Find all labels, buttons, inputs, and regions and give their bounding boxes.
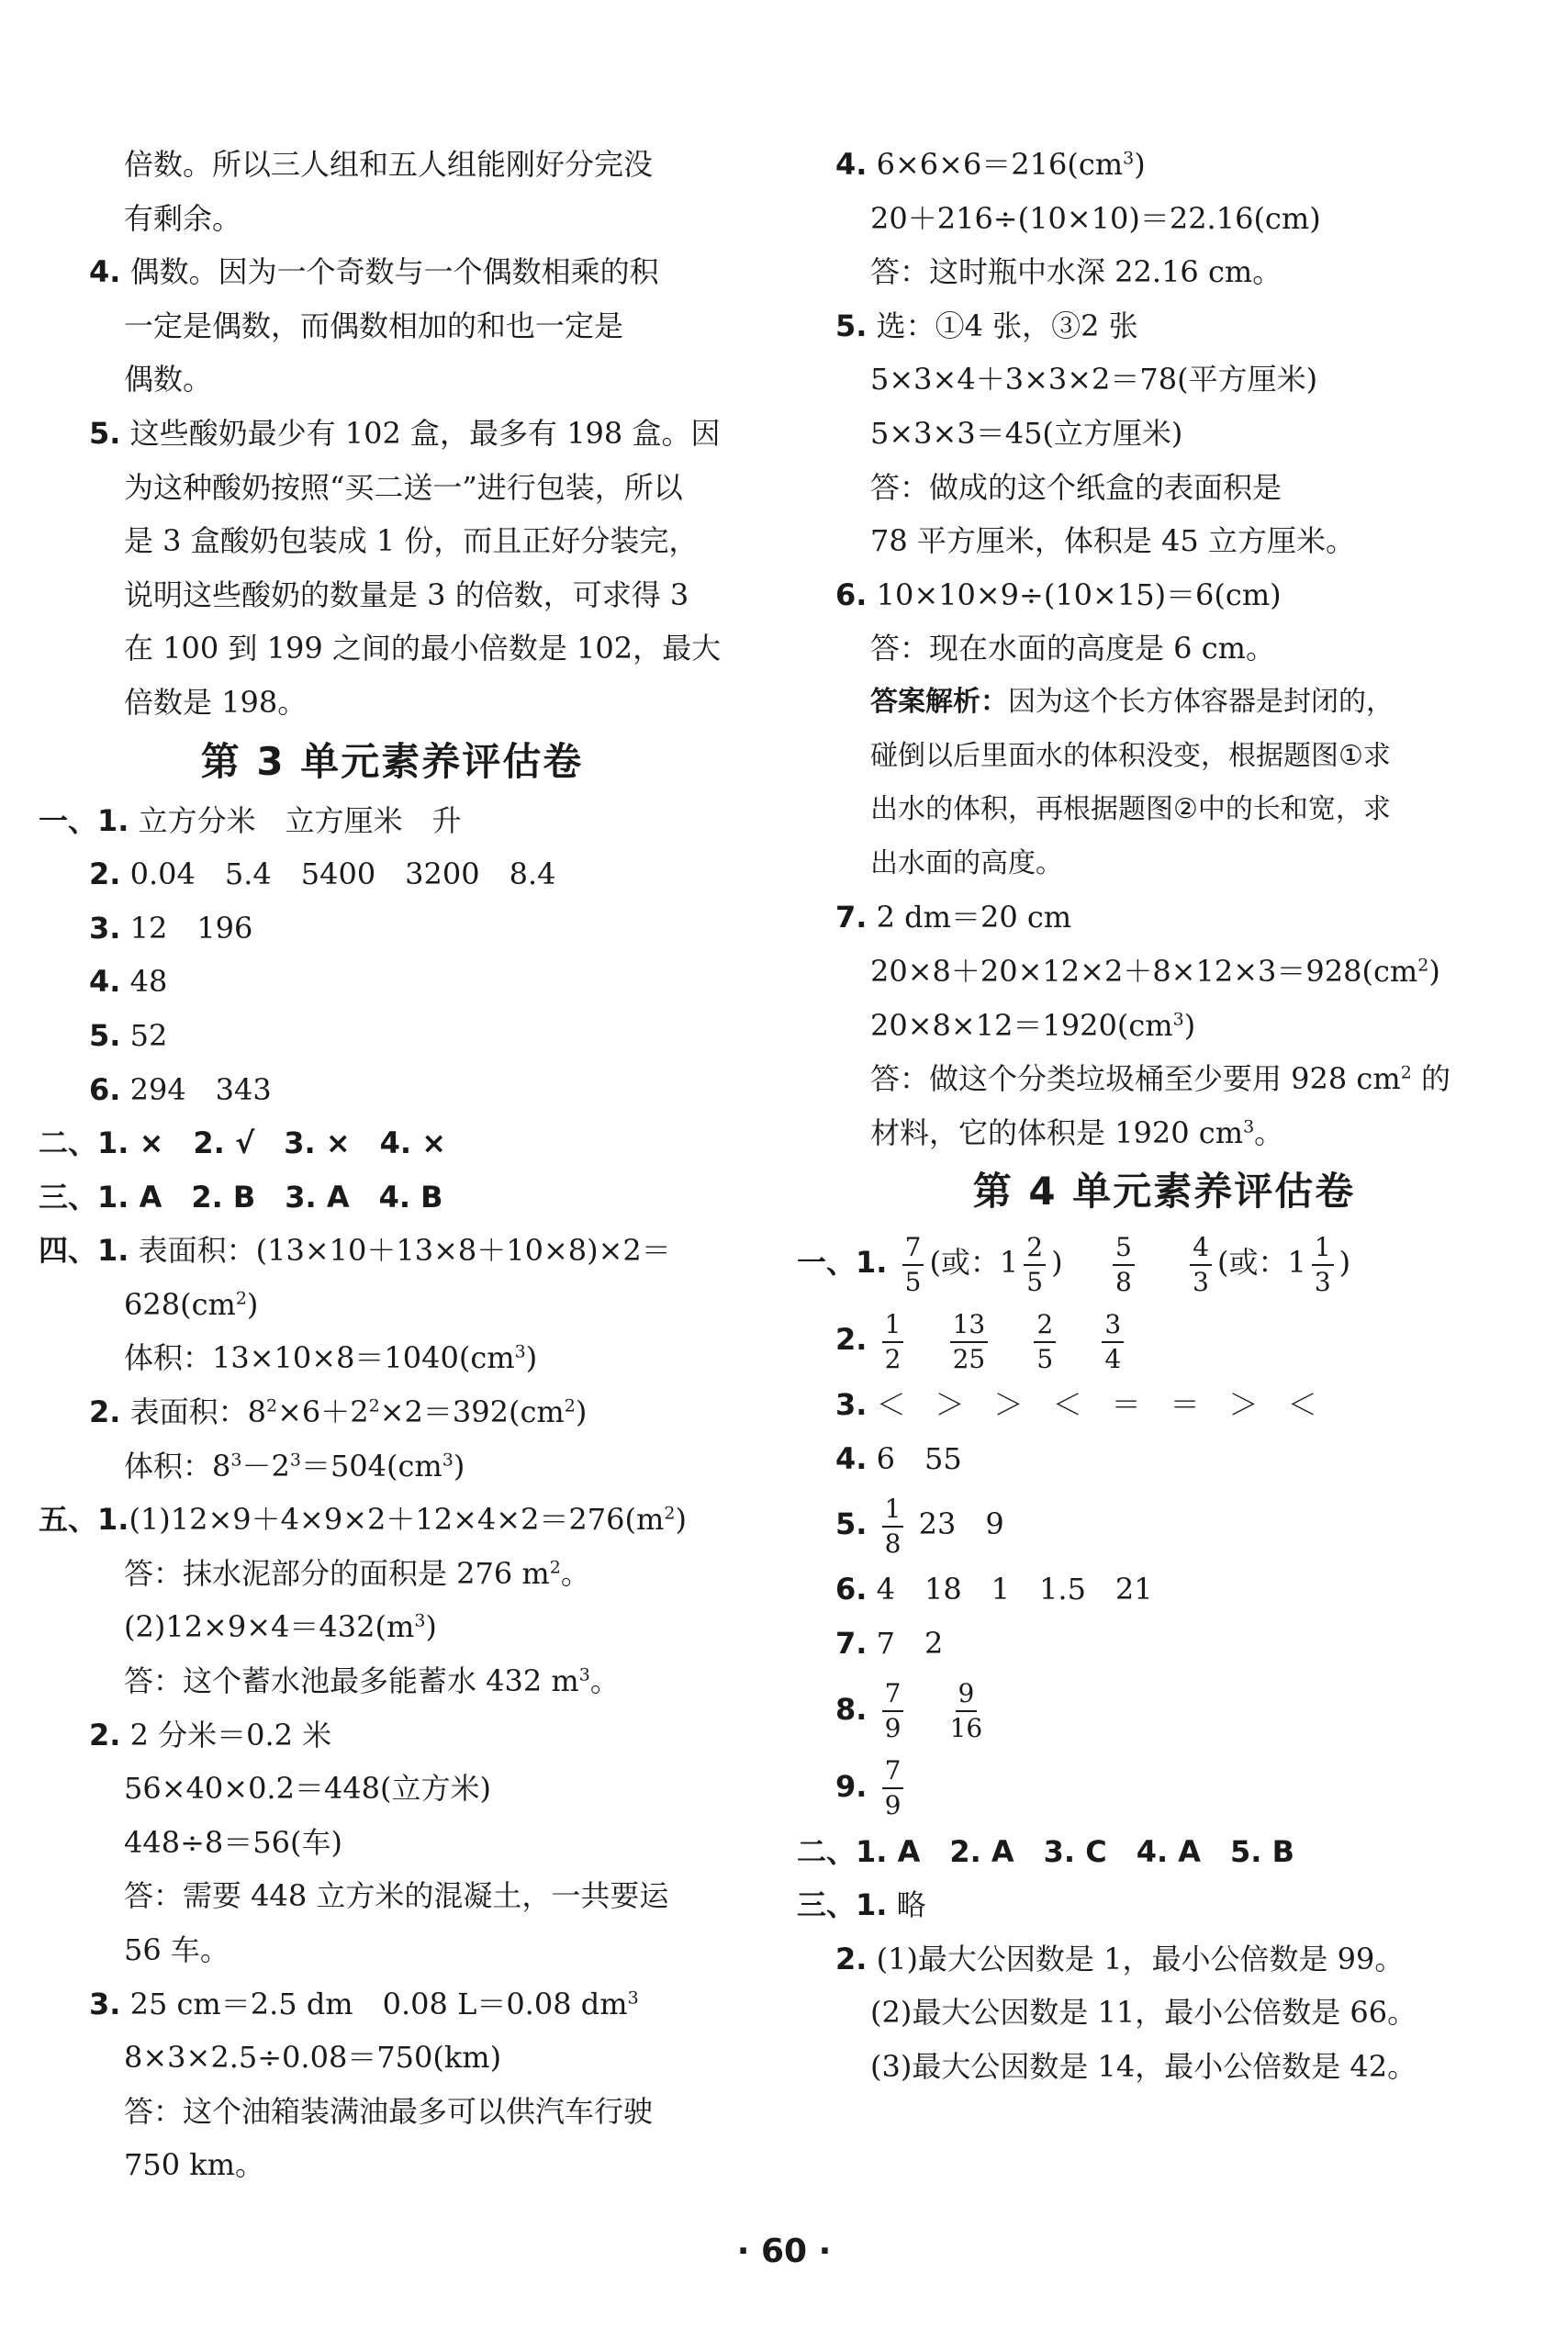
section-3-line: 2. (1)最大公因数是 1，最小公倍数是 99。 — [835, 1941, 1405, 1976]
right-line: 5×3×3＝45(立方厘米) — [870, 415, 1183, 451]
fraction-answer-9: 9. $\frac{7}{9}$ — [797, 1748, 1531, 1825]
section-5-line: 答：这个蓄水池最多能蓄水 432 $m^3$。 — [124, 1663, 620, 1699]
unit-4-title: 第 4 单元素养评估卷 — [972, 1169, 1356, 1215]
fraction-answer-8: 8. $\frac{7}{9}$ $\frac{9}{16}$ — [835, 1678, 983, 1744]
section-5-line: 750 km。 — [124, 2147, 264, 2183]
section-1-item: 2. 0.04 5.4 5400 3200 8.4 — [89, 857, 556, 892]
text-line: 偶数。 — [124, 362, 213, 397]
question-5: 5. 这些酸奶最少有 102 盒，最多有 198 盒。因 — [89, 415, 721, 451]
answer-line: 4. 6 55 — [835, 1440, 962, 1476]
section-3-line: 三、1. 略 — [797, 1887, 926, 1923]
page-number: · 60 · — [736, 2233, 832, 2270]
right-line: 5. 选：①4 张，③2 张 — [835, 308, 1138, 343]
section-2-answers: 二、1. × 2. √ 3. × 4. × — [39, 1125, 447, 1161]
right-line: 答：做成的这个纸盒的表面积是 — [870, 469, 1282, 505]
right-line: 4. $6\times 6\times 6=216(cm^3)$ — [835, 147, 1146, 182]
fraction: $\frac{2}{5}$ — [1034, 1308, 1056, 1376]
unit-3-title: 第 3 单元素养评估卷 — [200, 738, 584, 784]
fraction-answer-2: 2. $\frac{1}{2}$ $\frac{13}{25}$ $\frac{2}{5}$ $\frac{3}{4}$ — [797, 1301, 1531, 1378]
text-line: 倍数是 198。 — [124, 684, 308, 720]
right-line: 答：现在水面的高度是 6 cm。 — [870, 631, 1275, 666]
right-line: 7. 2 dm＝20 cm — [835, 900, 1072, 935]
fraction: $\frac{4}{3}$ — [1190, 1231, 1212, 1299]
text-line: 是 3 盒酸奶包装成 1 份，而且正好分装完， — [124, 523, 699, 559]
section-5-line: 448÷8＝56(车) — [124, 1824, 342, 1860]
section-5-line: 2. 2 分米＝0.2 米 — [89, 1717, 332, 1752]
text-line: 体积：$8^3-2^3=504(cm^3)$ — [124, 1448, 465, 1483]
answer-analysis-label: 答案解析： — [870, 685, 1008, 718]
fraction: $\frac{1}{8}$ — [882, 1493, 904, 1561]
section-1-item: 6. 294 343 — [89, 1071, 272, 1107]
fraction: $\frac{1}{2}$ — [882, 1308, 904, 1376]
fraction: $\frac{1}{3}$ — [1312, 1231, 1334, 1299]
fraction: $\frac{2}{5}$ — [1024, 1231, 1046, 1299]
answer-analysis: 出水的体积，再根据题图②中的长和宽，求 — [870, 793, 1391, 826]
right-line: 6. 10×10×9÷(10×15)＝6(cm) — [835, 577, 1282, 612]
section-1-item: 一、1. 立方分米 立方厘米 升 — [39, 802, 462, 838]
section-5-line: 3. 25 cm＝2.5 dm 0.08 L＝0.08 $dm^3$ — [89, 1986, 639, 2021]
answer-analysis: 出水面的高度。 — [870, 846, 1063, 879]
text-line: $628(cm^2)$ — [124, 1286, 259, 1322]
section-5-line: 五、$1.(1)12\times 9+4\times 9\times 2+12\times 4\times 2=276(m^2)$ — [39, 1502, 687, 1538]
right-line: 材料，它的体积是 1920 $cm^3$。 — [870, 1114, 1284, 1150]
section-2-answers: 二、1. A 2. A 3. C 4. A 5. B — [797, 1833, 1294, 1869]
right-line: 答：做这个分类垃圾桶至少要用 928 $cm^2$ 的 — [870, 1061, 1450, 1097]
section-1-item: 4. 48 — [89, 964, 168, 1000]
right-line: 答：这时瓶中水深 22.16 cm。 — [870, 254, 1282, 290]
section-5-line: 56×40×0.2＝448(立方米) — [124, 1771, 492, 1807]
fraction: $\frac{5}{8}$ — [1113, 1231, 1135, 1299]
text-line: 体积：$13\times 10\times 8=1040(cm^3)$ — [124, 1340, 538, 1376]
fraction: $\frac{7}{9}$ — [882, 1677, 904, 1745]
right-line: $20\times 8\times 12=1920(cm^3)$ — [870, 1007, 1196, 1043]
text-line: 一定是偶数，而偶数相加的和也一定是 — [124, 308, 624, 343]
section-5-line: 8×3×2.5÷0.08＝750(km) — [124, 2040, 502, 2076]
fraction: $\frac{9}{16}$ — [949, 1678, 983, 1744]
fraction: $\frac{3}{4}$ — [1102, 1308, 1124, 1376]
section-4-q2: 2. 表面积：$8^2\times 6+2^2\times 2=392(cm^2)$ — [89, 1394, 588, 1430]
section-3-line: (3)最大公因数是 14，最小公倍数是 42。 — [870, 2049, 1417, 2085]
section-5-line: $(2)12\times 9\times 4=432(m^3)$ — [124, 1609, 437, 1645]
answer-line: 6. 4 18 1 1.5 21 — [835, 1572, 1153, 1607]
section-1-item: 5. 52 — [89, 1017, 168, 1053]
section-3-answers: 三、1. A 2. B 3. A 4. B — [39, 1179, 443, 1215]
text-line: 在 100 到 199 之间的最小倍数是 102，最大 — [124, 631, 722, 666]
text-line: 说明这些酸奶的数量是 3 的倍数，可求得 3 — [124, 577, 689, 612]
text-line: 倍数。所以三人组和五人组能刚好分完没 — [124, 147, 654, 182]
section-5-line: 答：需要 448 立方米的混凝土，一共要运 — [124, 1878, 669, 1914]
text-line: 有剩余。 — [124, 200, 242, 236]
fraction-answer-1: 一、1. $\frac{7}{5}$ (或：1 $\frac{2}{5}$ ) $\frac{5}{8}$ $\frac{4}{3}$ (或：1 $\frac{1}{3}$ ) — [797, 1231, 1351, 1297]
section-4-q1: 四、1. 表面积：(13×10＋13×8＋10×8)×2＝ — [39, 1233, 671, 1269]
answer-line: 7. 7 2 — [835, 1626, 944, 1662]
text-line: 为这种酸奶按照“买二送一”进行包装，所以 — [124, 469, 683, 505]
section-5-line: 答：抹水泥部分的面积是 276 $m^2$。 — [124, 1555, 590, 1591]
fraction-answer-5: 5. $\frac{1}{8}$ 23 9 — [835, 1493, 1004, 1559]
section-1-item: 3. 12 196 — [89, 910, 253, 946]
answer-analysis: 答案解析：因为这个长方体容器是封闭的， — [870, 685, 1394, 718]
section-5-line: 答：这个油箱装满油最多可以供汽车行驶 — [124, 2093, 654, 2129]
right-line: 78 平方厘米，体积是 45 立方厘米。 — [870, 523, 1355, 559]
section-3-line: (2)最大公因数是 11，最小公倍数是 66。 — [870, 1995, 1417, 2031]
question-4: 4. 偶数。因为一个奇数与一个偶数相乘的积 — [89, 254, 659, 290]
right-line: 20＋216÷(10×10)＝22.16(cm) — [870, 200, 1321, 236]
fraction: $\frac{7}{9}$ — [882, 1754, 904, 1822]
section-5-line: 56 车。 — [124, 1932, 230, 1967]
right-column — [797, 138, 1531, 2094]
right-line: $20\times 8+20\times 12\times 2+8\times 12\times 3=928(cm^2)$ — [870, 953, 1440, 989]
left-column — [39, 138, 745, 2192]
comparison-answers: 3. ＜ ＞ ＞ ＜ ＝ ＝ ＞ ＜ — [835, 1387, 1317, 1423]
right-line: 5×3×4＋3×3×2＝78(平方厘米) — [870, 362, 1318, 397]
fraction: $\frac{13}{25}$ — [950, 1308, 989, 1376]
fraction: $\frac{7}{5}$ — [902, 1231, 924, 1299]
answer-analysis: 碰倒以后里面水的体积没变，根据题图①求 — [870, 739, 1391, 772]
